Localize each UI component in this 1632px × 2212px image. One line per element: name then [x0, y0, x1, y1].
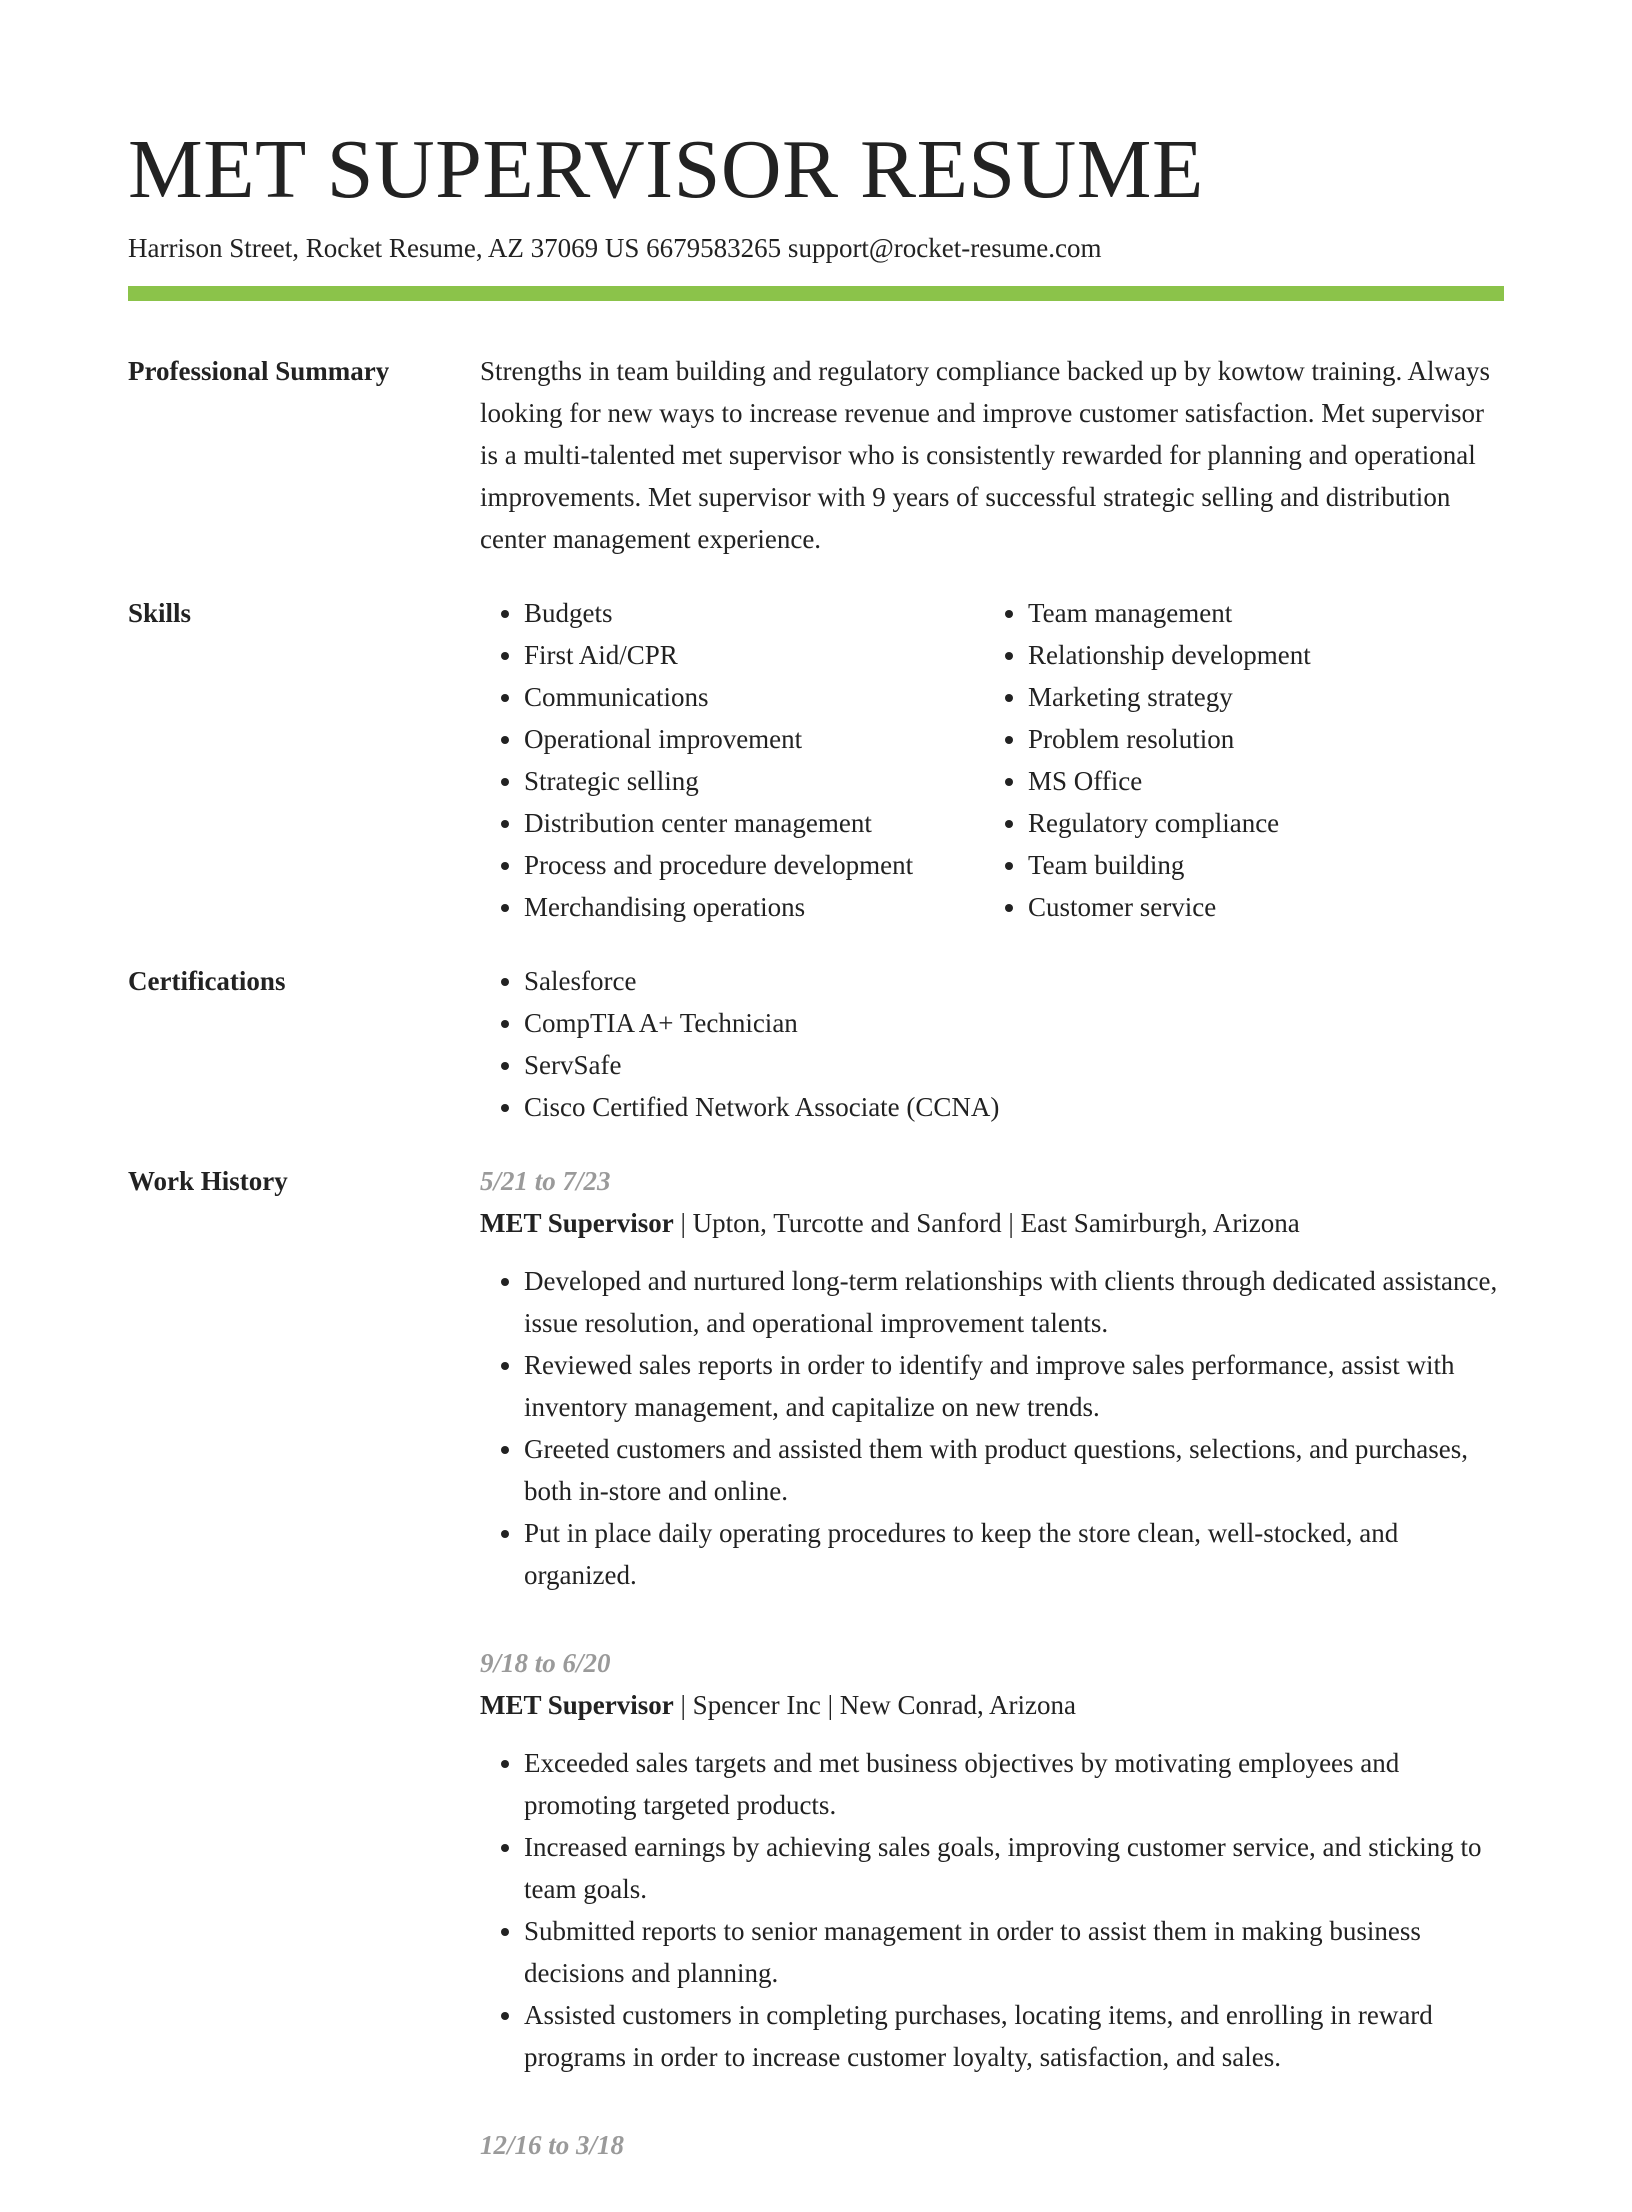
skills-column-right [984, 592, 1488, 928]
skill-item: • Marketing strategy [1028, 676, 1488, 718]
job-dates: 5/21 to 7/23 [480, 1166, 611, 1196]
job-heading [480, 1684, 1504, 1726]
job-entry [480, 1642, 1504, 2078]
certification-item: • ServSafe [524, 1044, 1504, 1086]
job-bullet: • Greeted customers and assisted them with product questions, selections, and purchases, both in-store and online. [524, 1428, 1504, 1512]
job-bullet: • Submitted reports to senior management in order to assist them in making business decisions and planning. [524, 1910, 1504, 1994]
certification-item: • Salesforce [524, 960, 1504, 1002]
summary-body [480, 350, 1504, 560]
job-title: MET Supervisor [480, 1208, 674, 1238]
certification-item: • CompTIA A+ Technician [524, 1002, 1504, 1044]
work-history-body [480, 1160, 1504, 2212]
job-title: MET Supervisor [480, 1690, 674, 1720]
certifications-list [480, 960, 1504, 1128]
job-details: | Spencer Inc | New Conrad, Arizona [673, 1690, 1076, 1720]
job-bullet: • Reviewed sales reports in order to identify and improve sales performance, assist with inventory management, and capitalize on new trends. [524, 1344, 1504, 1428]
job-bullets [480, 1742, 1504, 2078]
resume-title: MET SUPERVISOR RESUME [128, 123, 1204, 216]
job-dates: 9/18 to 6/20 [480, 1648, 611, 1678]
job-bullet: • Increased earnings by achieving sales goals, improving customer service, and sticking to team goals. [524, 1826, 1504, 1910]
skill-item: • Budgets [524, 592, 984, 634]
job-bullet: • Put in place daily operating procedures to keep the store clean, well-stocked, and organized. [524, 1512, 1504, 1596]
summary-text: Strengths in team building and regulatory compliance backed up by kowtow training. Always looking for new ways to increase revenue and improve customer satisfaction. Met supervisor is a multi-talented met supervisor who is consistently rewarded for planning and operational improvements. Met supervisor with 9 years of successful strategic selling and distribution center management experience. [480, 356, 1491, 554]
skill-item: • Merchandising operations [524, 886, 984, 928]
skills-body [480, 592, 1504, 928]
skills-list-left [480, 592, 984, 928]
header-divider [128, 286, 1504, 301]
job-bullets [480, 1260, 1504, 1596]
skill-item: • MS Office [1028, 760, 1488, 802]
skill-item: • Process and procedure development [524, 844, 984, 886]
contact-line: Harrison Street, Rocket Resume, AZ 37069 US 6679583265 support@rocket-resume.com [128, 233, 1102, 263]
certification-item: • Cisco Certified Network Associate (CCNA) [524, 1086, 1504, 1128]
job-details: | Upton, Turcotte and Sanford | East Samirburgh, Arizona [673, 1208, 1300, 1238]
skills-heading: Skills [128, 598, 192, 628]
work-history-heading: Work History [128, 1166, 288, 1196]
skill-item: • Regulatory compliance [1028, 802, 1488, 844]
skill-item: • Relationship development [1028, 634, 1488, 676]
job-entry [480, 2124, 1504, 2166]
summary-heading: Professional Summary [128, 356, 390, 386]
job-entry [480, 1160, 1504, 1596]
skills-list-right [984, 592, 1488, 928]
job-dates: 12/16 to 3/18 [480, 2130, 625, 2160]
skill-item: • Problem resolution [1028, 718, 1488, 760]
skill-item: • Strategic selling [524, 760, 984, 802]
skill-item: • Team building [1028, 844, 1488, 886]
certifications-body [480, 960, 1504, 1128]
skill-item: • Customer service [1028, 886, 1488, 928]
job-bullet: • Exceeded sales targets and met business objectives by motivating employees and promoting targeted products. [524, 1742, 1504, 1826]
skill-item: • Team management [1028, 592, 1488, 634]
job-bullet: • Developed and nurtured long-term relationships with clients through dedicated assistance, issue resolution, and operational improvement talents. [524, 1260, 1504, 1344]
job-heading [480, 1202, 1504, 1244]
skills-column-left [480, 592, 984, 928]
job-bullet: • Assisted customers in completing purchases, locating items, and enrolling in reward programs in order to increase customer loyalty, satisfaction, and sales. [524, 1994, 1504, 2078]
skill-item: • Operational improvement [524, 718, 984, 760]
skill-item: • Distribution center management [524, 802, 984, 844]
skill-item: • Communications [524, 676, 984, 718]
skill-item: • First Aid/CPR [524, 634, 984, 676]
certifications-heading: Certifications [128, 966, 286, 996]
